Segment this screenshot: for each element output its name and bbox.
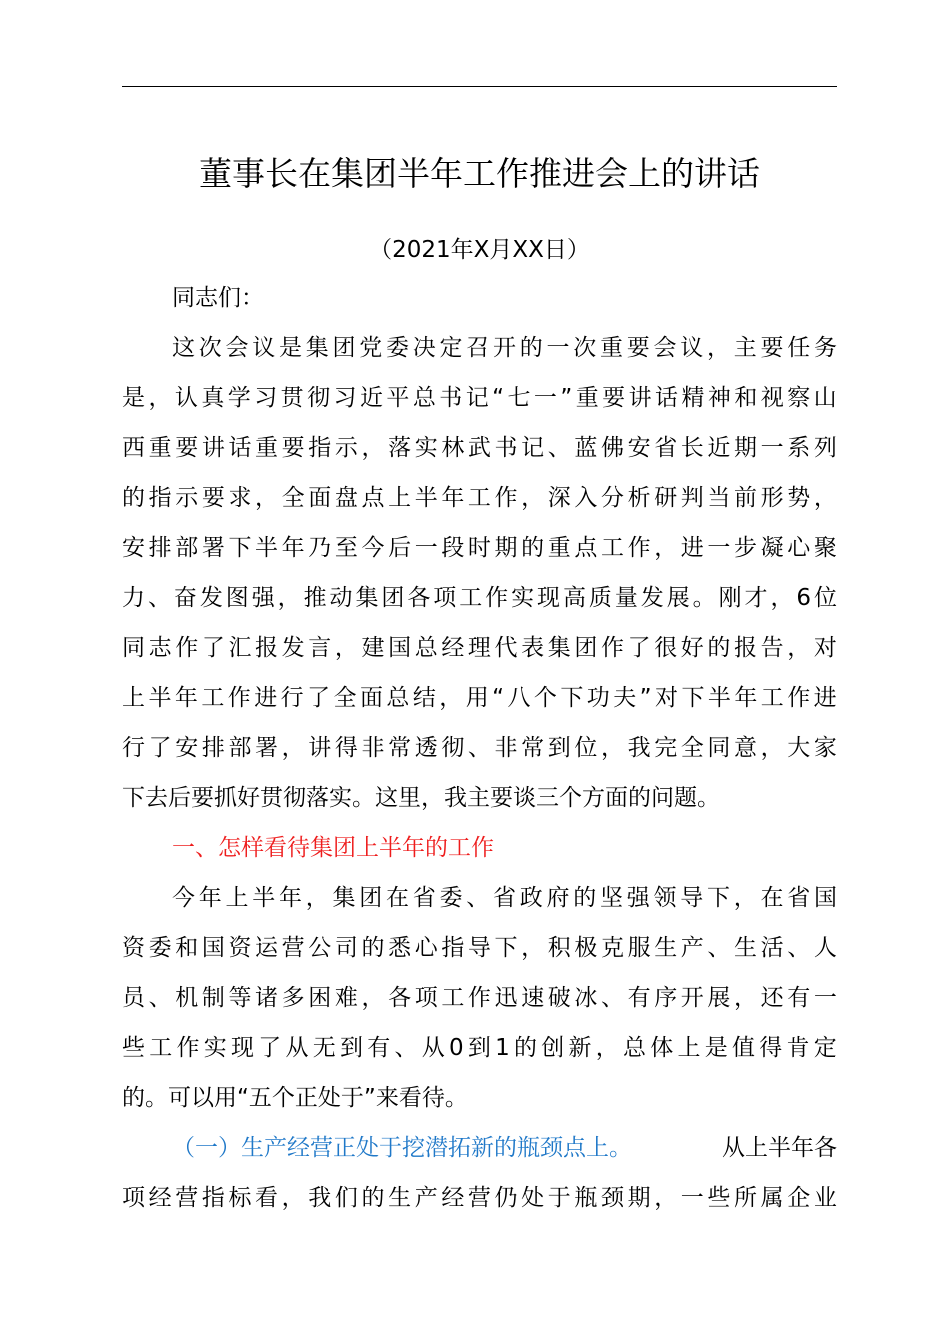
paragraph-line: 下去后要抓好贯彻落实。这里，我主要谈三个方面的问题。 — [122, 785, 720, 811]
document-date: （2021年X月XX日） — [369, 237, 590, 263]
paragraph-line: 员 、 机 制 等 诸 多 困 难 ， 各 项 工 作 迅 速 破 冰 、 有 序 开 展 ， 还 有 一 — [122, 985, 837, 1011]
paragraph-line: 同 志 作 了 汇 报 发 言 ， 建 国 总 经 理 代 表 集 团 作 了 很 好 的 报 告 ， 对 — [122, 635, 837, 661]
paragraph-line: 力 、 奋 发 图 强 ， 推 动 集 团 各 项 工 作 实 现 高 质 量 发 展 。 刚 才 ， 6 位 — [122, 585, 837, 611]
paragraph-continuation: 从上半年各 — [722, 1135, 837, 1161]
paragraph-line: 上 半 年 工 作 进 行 了 全 面 总 结 ， 用 “ 八 个 下 功 夫 ” 对 下 半 年 工 作 进 — [122, 685, 837, 711]
salutation: 同志们： — [172, 285, 264, 311]
paragraph-line: 些 工 作 实 现 了 从 无 到 有 、 从 0 到 1 的 创 新 ， 总 体 上 是 值 得 肯 定 — [122, 1035, 837, 1061]
header-rule — [122, 86, 837, 87]
paragraph-line: 的。可以用“五个正处于”来看待。 — [122, 1085, 468, 1111]
document-body — [122, 273, 837, 1223]
document-title: 董事长在集团半年工作推进会上的讲话 — [199, 154, 760, 193]
paragraph-line: 是 ， 认 真 学 习 贯 彻 习 近 平 总 书 记 “ 七 一 ” 重 要 讲 话 精 神 和 视 察 山 — [122, 385, 837, 411]
section-heading: 一、怎样看待集团上半年的工作 — [172, 835, 494, 861]
paragraph-line: 这 次 会 议 是 集 团 党 委 决 定 召 开 的 一 次 重 要 会 议 ， 主 要 任 务 — [172, 335, 837, 361]
paragraph-line: 行 了 安 排 部 署 ， 讲 得 非 常 透 彻 、 非 常 到 位 ， 我 完 全 同 意 ， 大 家 — [122, 735, 837, 761]
paragraph-line: 今 年 上 半 年 ， 集 团 在 省 委 、 省 政 府 的 坚 强 领 导 下 ， 在 省 国 — [172, 885, 837, 911]
paragraph-line: 资 委 和 国 资 运 营 公 司 的 悉 心 指 导 下 ， 积 极 克 服 生 产 、 生 活 、 人 — [122, 935, 837, 961]
paragraph-line: 项 经 营 指 标 看 ， 我 们 的 生 产 经 营 仍 处 于 瓶 颈 期 ， 一 些 所 属 企 业 — [122, 1185, 837, 1211]
paragraph-line: 安 排 部 署 下 半 年 乃 至 今 后 一 段 时 期 的 重 点 工 作 ， 进 一 步 凝 心 聚 — [122, 535, 837, 561]
paragraph-line: 的 指 示 要 求 ， 全 面 盘 点 上 半 年 工 作 ， 深 入 分 析 研 判 当 前 形 势 ， — [122, 485, 837, 511]
subheading-line — [122, 1123, 837, 1173]
paragraph-line: 西 重 要 讲 话 重 要 指 示 ， 落 实 林 武 书 记 、 蓝 佛 安 省 长 近 期 一 系 列 — [122, 435, 837, 461]
subheading: （一）生产经营正处于挖潜拓新的瓶颈点上。 — [172, 1135, 632, 1161]
